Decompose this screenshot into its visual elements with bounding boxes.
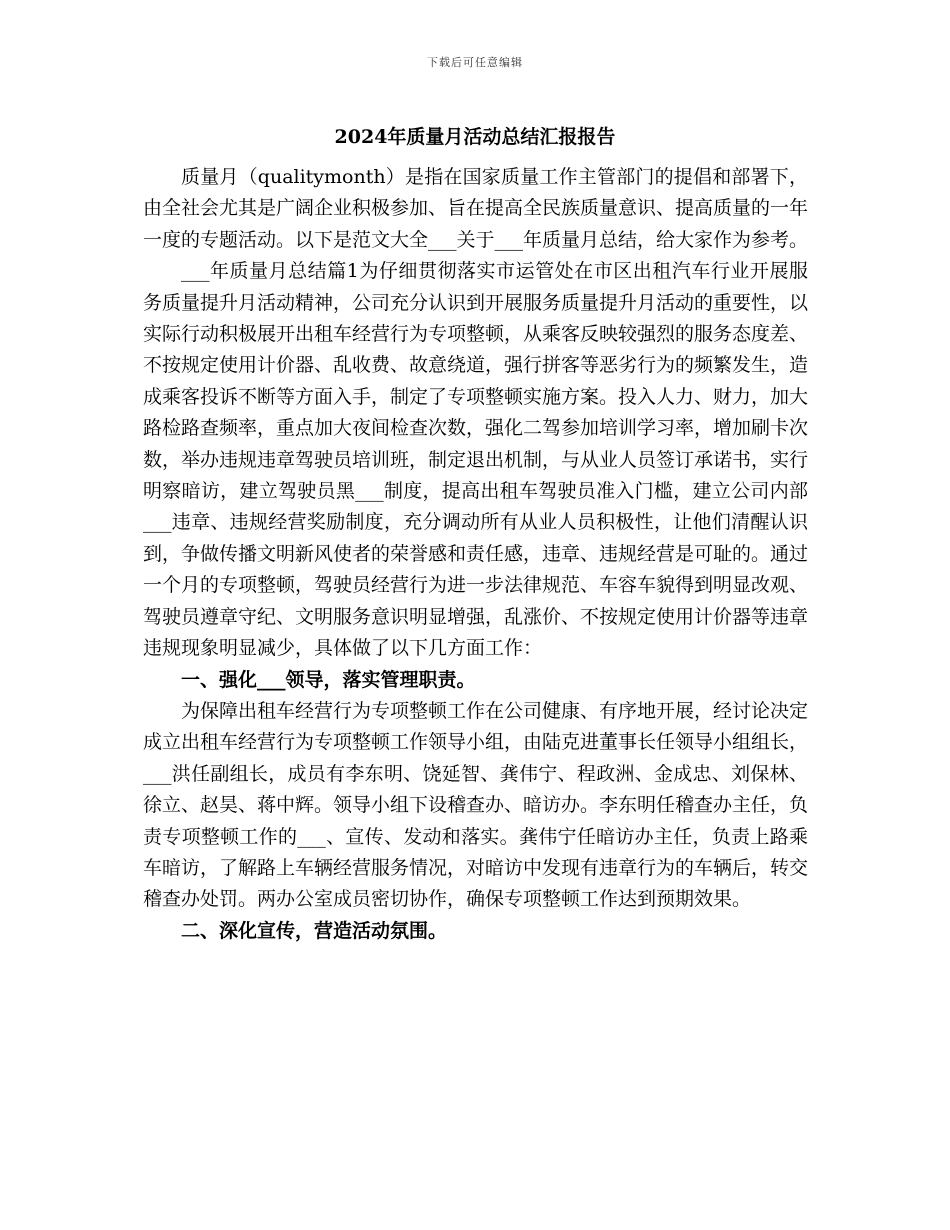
document-body <box>143 162 808 947</box>
paragraph-intro: 质量月（qualitymonth）是指在国家质量工作主管部门的提倡和部署下，由全社会尤其是广阔企业积极参加、旨在提高全民族质量意识、提高质量的一年一度的专题活动。以下是范文大全___关于___年质量月总结，给大家作为参考。 <box>143 166 809 251</box>
header-note: 下载后可任意编辑 <box>427 56 523 69</box>
section-heading-1: 一、强化___领导，落实管理职责。 <box>181 668 476 691</box>
paragraph-summary: ___年质量月总结篇1为仔细贯彻落实市运管处在市区出租汽车行业开展服务质量提升月活动精神，公司充分认识到开展服务质量提升月活动的重要性，以实际行动积极展开出租车经营行为专项整顿，从乘客反映较强烈的服务态度差、不按规定使用计价器、乱收费、故意绕道，强行拼客等恶劣行为的频繁发生，造成乘客投诉不断等方面入手，制定了专项整顿实施方案。投入人力、财力，加大路检路查频率，重点加大夜间检查次数，强化二驾参加培训学习率，增加刷卡次数，举办违规违章驾驶员培训班，制定退出机制，与从业人员签订承诺书，实行明察暗访，建立驾驶员黑___制度，提高出租车驾驶员准入门槛，建立公司内部___违章、违规经营奖励制度，充分调动所有从业人员积极性，让他们清醒认识到，争做传播文明新风使者的荣誉感和责任感，违章、违规经营是可耻的。通过一个月的专项整顿，驾驶员经营行为进一步法律规范、车容车貌得到明显改观、驾驶员遵章守纪、文明服务意识明显增强，乱涨价、不按规定使用计价器等违章违规现象明显减少，具体做了以下几方面工作： <box>143 260 809 660</box>
paragraph-section-1: 为保障出租车经营行为专项整顿工作在公司健康、有序地开展，经讨论决定成立出租车经营行为专项整顿工作领导小组，由陆克进董事长任领导小组组长，___洪任副组长，成员有李东明、饶延智、龚伟宁、程政洲、金成忠、刘保林、徐立、赵昊、蒋中辉。领导小组下设稽查办、暗访办。李东明任稽查办主任，负责专项整顿工作的___、宣传、发动和落实。龚伟宁任暗访办主任，负责上路乘车暗访，了解路上车辆经营服务情况，对暗访中发现有违章行为的车辆后，转交稽查办处罚。两办公室成员密切协作，确保专项整顿工作达到预期效果。 <box>143 699 809 911</box>
document-title: 2024年质量月活动总结汇报报告 <box>334 126 616 148</box>
section-heading-2: 二、深化宣传，营造活动氛围。 <box>181 919 448 942</box>
